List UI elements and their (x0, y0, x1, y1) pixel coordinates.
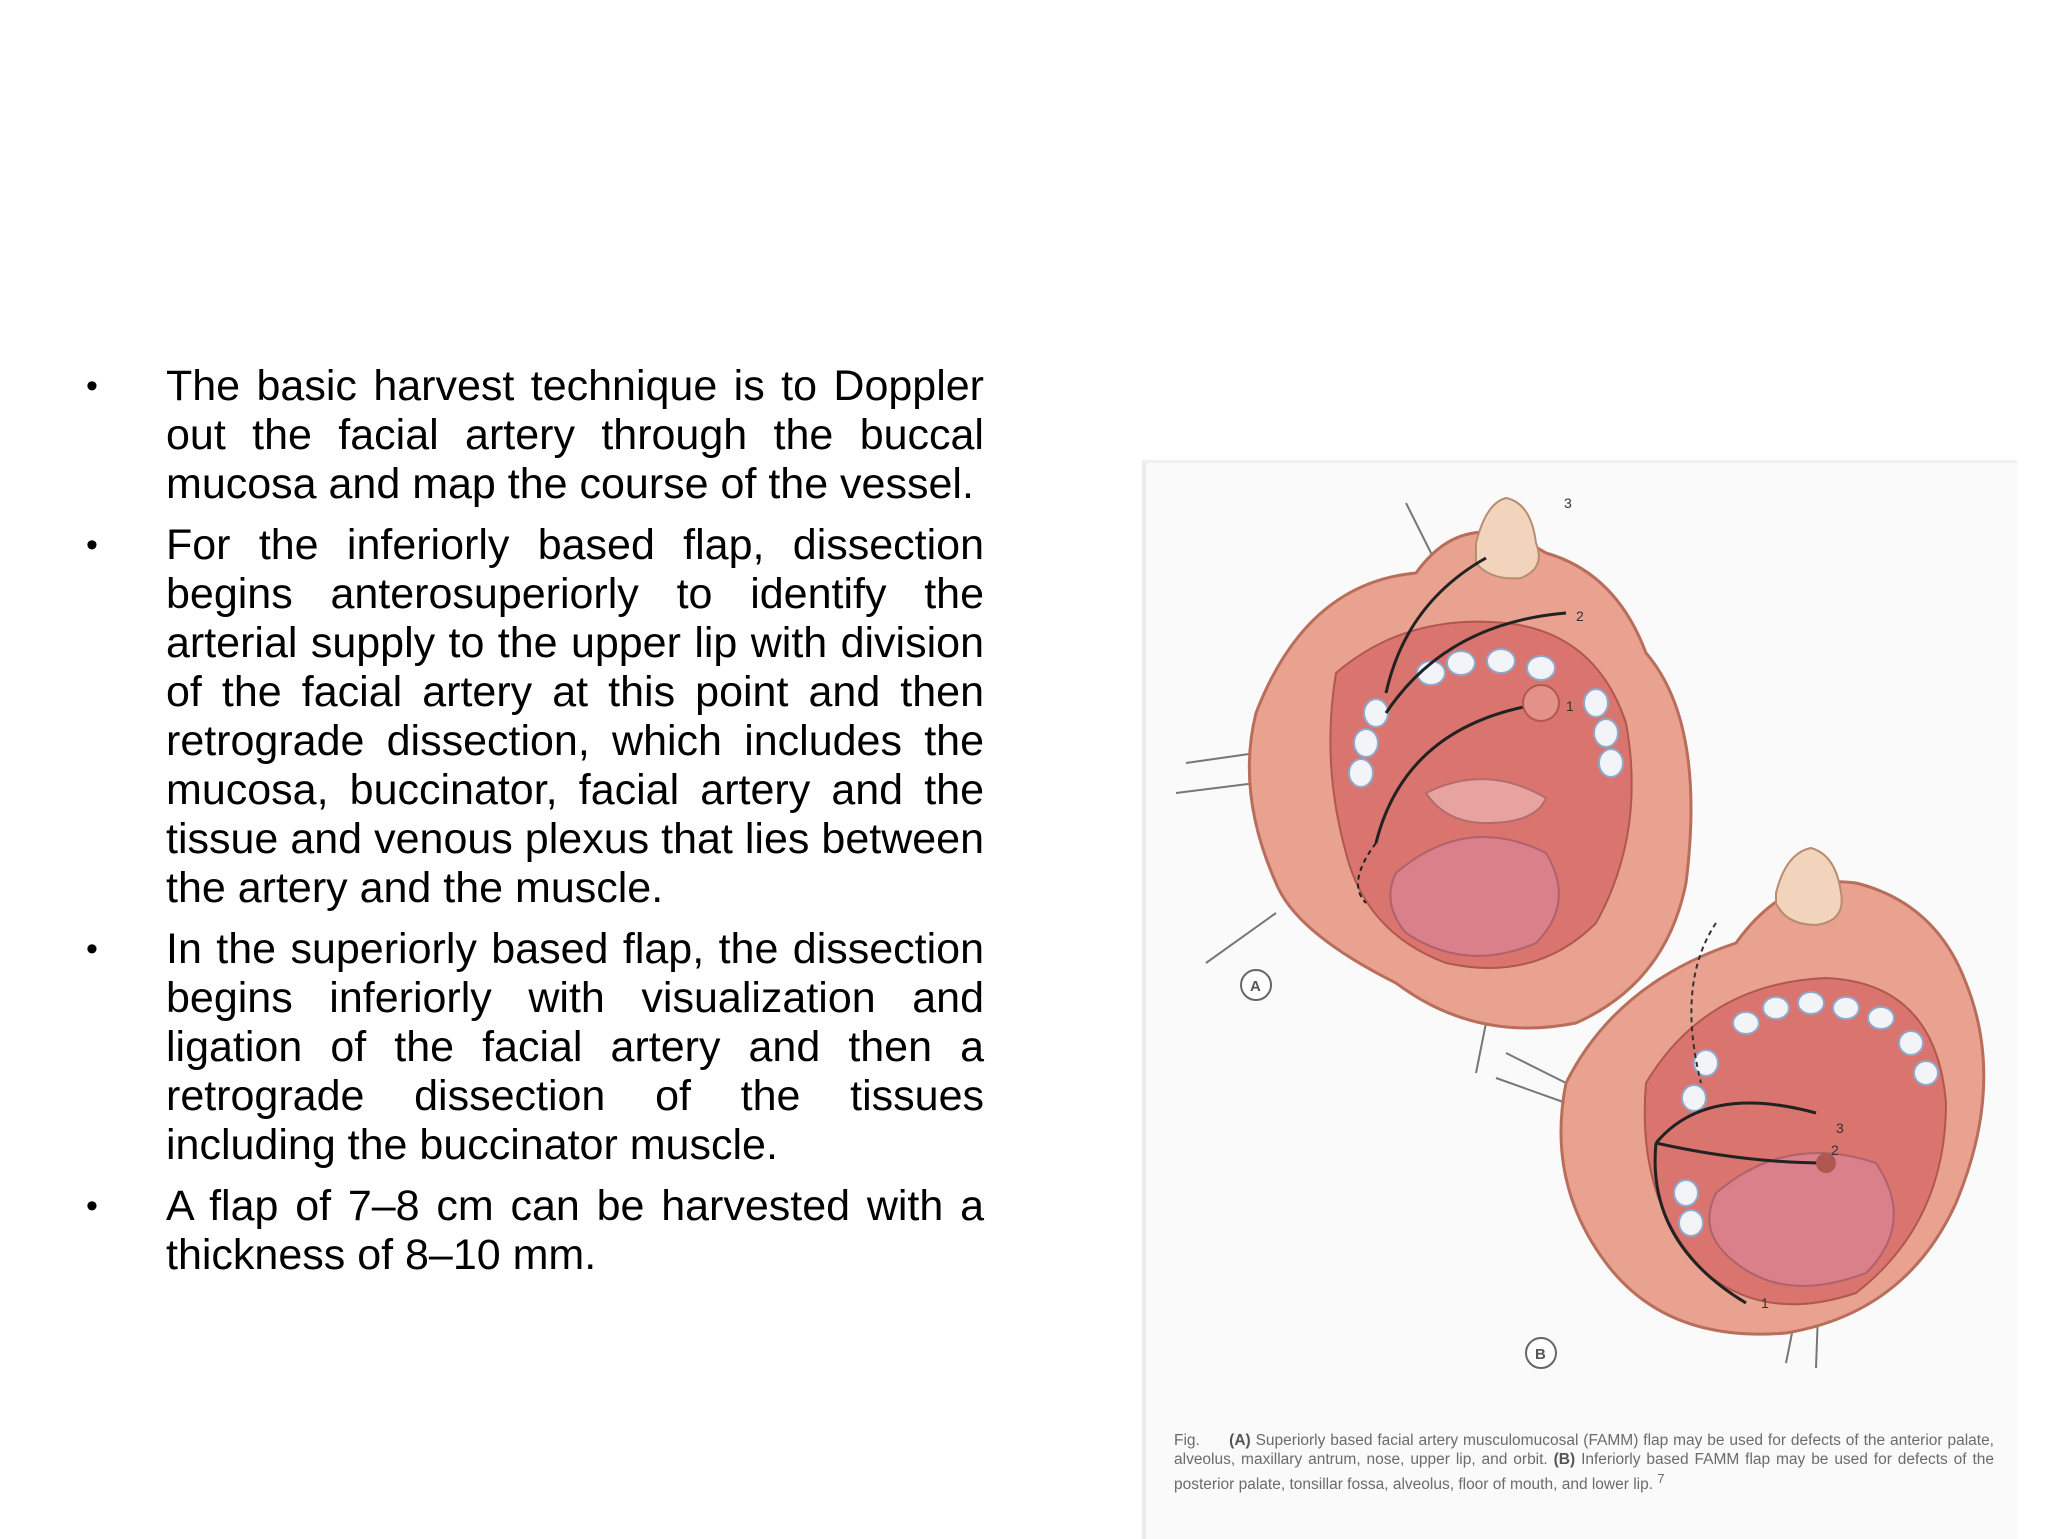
bullet-list (82, 362, 984, 1292)
bullet-text: A flap of 7–8 cm can be harvested with a thickness of 8–10 mm. (166, 1182, 984, 1279)
panel-a-marker-1: 1 (1566, 698, 1574, 714)
caption-prefix: Fig. (1174, 1432, 1200, 1449)
bullet-text: The basic harvest technique is to Doppler out the facial artery through the buccal mucosa and map the course of the vessel. (166, 362, 984, 508)
panel-a-nose (1476, 498, 1539, 578)
panel-b-nose (1776, 848, 1842, 925)
panel-b-marker-1: 1 (1761, 1295, 1769, 1311)
bullet-dot: • (86, 1187, 98, 1225)
oral-cavity-illustration (1146, 463, 2017, 1423)
bullet-dot: • (86, 526, 98, 564)
caption-b-text: Inferiorly based FAMM flap may be used for defects of the posterior palate, tonsillar fossa, alveolus, floor of mouth, and lower lip. (1174, 1451, 1994, 1494)
bullet-dot: • (86, 930, 98, 968)
caption-b-tag: (B) (1553, 1451, 1576, 1468)
bullet-dot: • (86, 367, 98, 405)
panel-b-marker-3: 3 (1836, 1120, 1844, 1136)
panel-a-marker-3: 3 (1564, 495, 1572, 511)
panel-b-label: B (1535, 1346, 1546, 1363)
panel-b-marker-2: 2 (1831, 1142, 1839, 1158)
bullet-text: In the superiorly based flap, the dissection begins inferiorly with visualization and ligation of the facial artery and then a retrograde dissection of the tissues including the buccinator muscle. (166, 925, 984, 1169)
caption-reference: 7 (1657, 1471, 1665, 1486)
bullet-item (82, 925, 984, 1170)
panel-a-marker-2: 2 (1576, 608, 1584, 624)
bullet-item (82, 521, 984, 913)
bullet-text: For the inferiorly based flap, dissection begins anterosuperiorly to identify the arterial supply to the upper lip with division of the facial artery at this point and then retrograde dissection, which includes the mucosa, buccinator, facial artery and the tissue and venous plexus that lies between the artery and the muscle. (166, 521, 984, 912)
panel-a-label: A (1250, 978, 1261, 995)
caption-a-tag: (A) (1229, 1432, 1251, 1449)
caption-a-text: Superiorly based facial artery musculomucosal (FAMM) flap may be used for defects of the anterior palate, alveolus, maxillary antrum, nose, upper lip, and orbit. (1174, 1432, 1994, 1468)
panel-a-illustration (1176, 495, 1691, 1073)
bullet-item (82, 362, 984, 509)
famm-flap-figure (1142, 460, 2017, 1539)
figure-caption (1174, 1431, 1994, 1494)
bullet-item (82, 1182, 984, 1280)
